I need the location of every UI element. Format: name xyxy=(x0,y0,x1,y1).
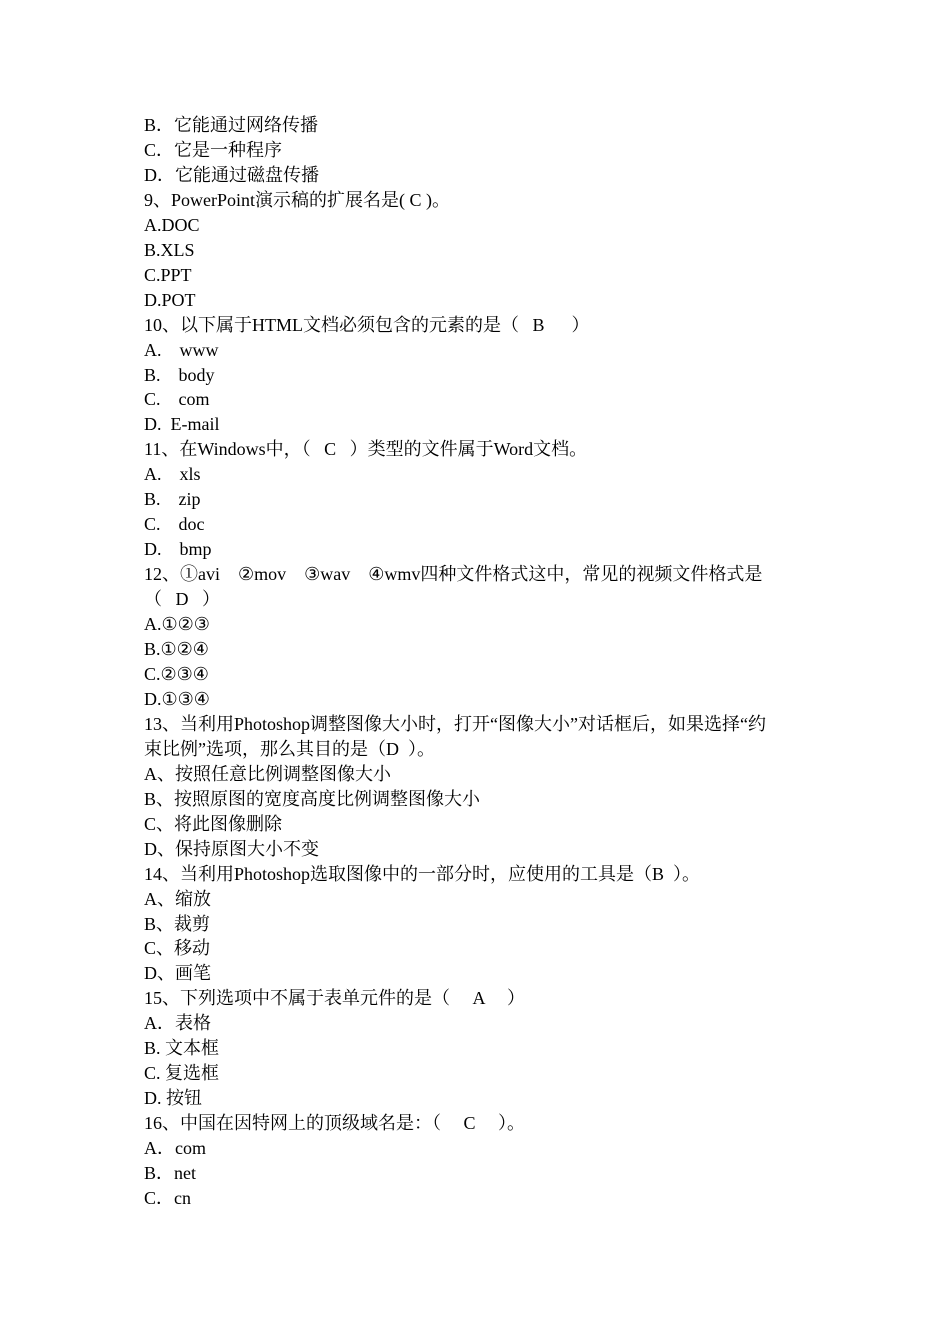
question-15: 15、下列选项中不属于表单元件的是（ A ） xyxy=(144,988,526,1009)
question-13-continued: 束比例”选项，那么其目的是（D ）。 xyxy=(144,738,435,759)
q14-option-a: A、缩放 xyxy=(144,888,211,909)
document-page xyxy=(144,113,814,1211)
q16-option-b: B．net xyxy=(144,1163,196,1184)
q16-option-a: A．com xyxy=(144,1138,206,1159)
q11-option-d: D. bmp xyxy=(144,539,212,560)
q13-option-c: C、将此图像删除 xyxy=(144,813,283,834)
question-11: 11、在Windows中，（ C ）类型的文件属于Word文档。 xyxy=(144,439,588,460)
q11-option-b: B. zip xyxy=(144,489,201,510)
q12-option-b: B.①②④ xyxy=(144,639,209,660)
q13-option-b: B、按照原图的宽度高度比例调整图像大小 xyxy=(144,788,481,809)
option-b-network: B．它能通过网络传播 xyxy=(144,115,319,135)
q15-option-c: C. 复选框 xyxy=(144,1063,220,1084)
question-9: 9、PowerPoint演示稿的扩展名是( C )。 xyxy=(144,189,450,210)
question-13: 13、当利用Photoshop调整图像大小时，打开“图像大小”对话框后，如果选择“约 xyxy=(144,713,766,734)
q10-option-b: B. body xyxy=(144,364,215,385)
q12-option-a: A.①②③ xyxy=(144,614,210,635)
q14-option-b: B、裁剪 xyxy=(144,913,211,934)
q11-option-a: A. xls xyxy=(144,464,201,485)
q10-option-d: D. E-mail xyxy=(144,414,220,435)
q16-option-c: C．cn xyxy=(144,1187,191,1208)
question-12: 12、①avi ②mov ③wav ④wmv四种文件格式这中，常见的视频文件格式是 xyxy=(144,564,763,585)
question-12-answer: （ D ） xyxy=(144,589,220,610)
q12-option-d: D.①③④ xyxy=(144,688,210,709)
q13-option-a: A、按照任意比例调整图像大小 xyxy=(144,763,391,784)
q14-option-c: C、移动 xyxy=(144,938,211,959)
q14-option-d: D、画笔 xyxy=(144,963,211,984)
question-10: 10、以下属于HTML文档必须包含的元素的是（ B ） xyxy=(144,314,590,335)
q12-option-c: C.②③④ xyxy=(144,663,209,684)
q9-option-a: A.DOC xyxy=(144,214,200,235)
q13-option-d: D、保持原图大小不变 xyxy=(144,838,319,859)
option-c-program: C．它是一种程序 xyxy=(144,139,283,160)
q15-option-d: D. 按钮 xyxy=(144,1088,202,1109)
q11-option-c: C. doc xyxy=(144,514,205,535)
question-14: 14、当利用Photoshop选取图像中的一部分时，应使用的工具是（B ）。 xyxy=(144,863,701,884)
q10-option-a: A. www xyxy=(144,339,219,360)
question-16: 16、中国在因特网上的顶级域名是：（ C ）。 xyxy=(144,1113,526,1134)
q15-option-a: A．表格 xyxy=(144,1013,211,1034)
q15-option-b: B. 文本框 xyxy=(144,1038,220,1059)
q9-option-b: B.XLS xyxy=(144,239,195,260)
option-d-disk: D．它能通过磁盘传播 xyxy=(144,164,319,185)
q9-option-c: C.PPT xyxy=(144,264,192,285)
q10-option-c: C. com xyxy=(144,389,210,410)
q9-option-d: D.POT xyxy=(144,289,196,310)
